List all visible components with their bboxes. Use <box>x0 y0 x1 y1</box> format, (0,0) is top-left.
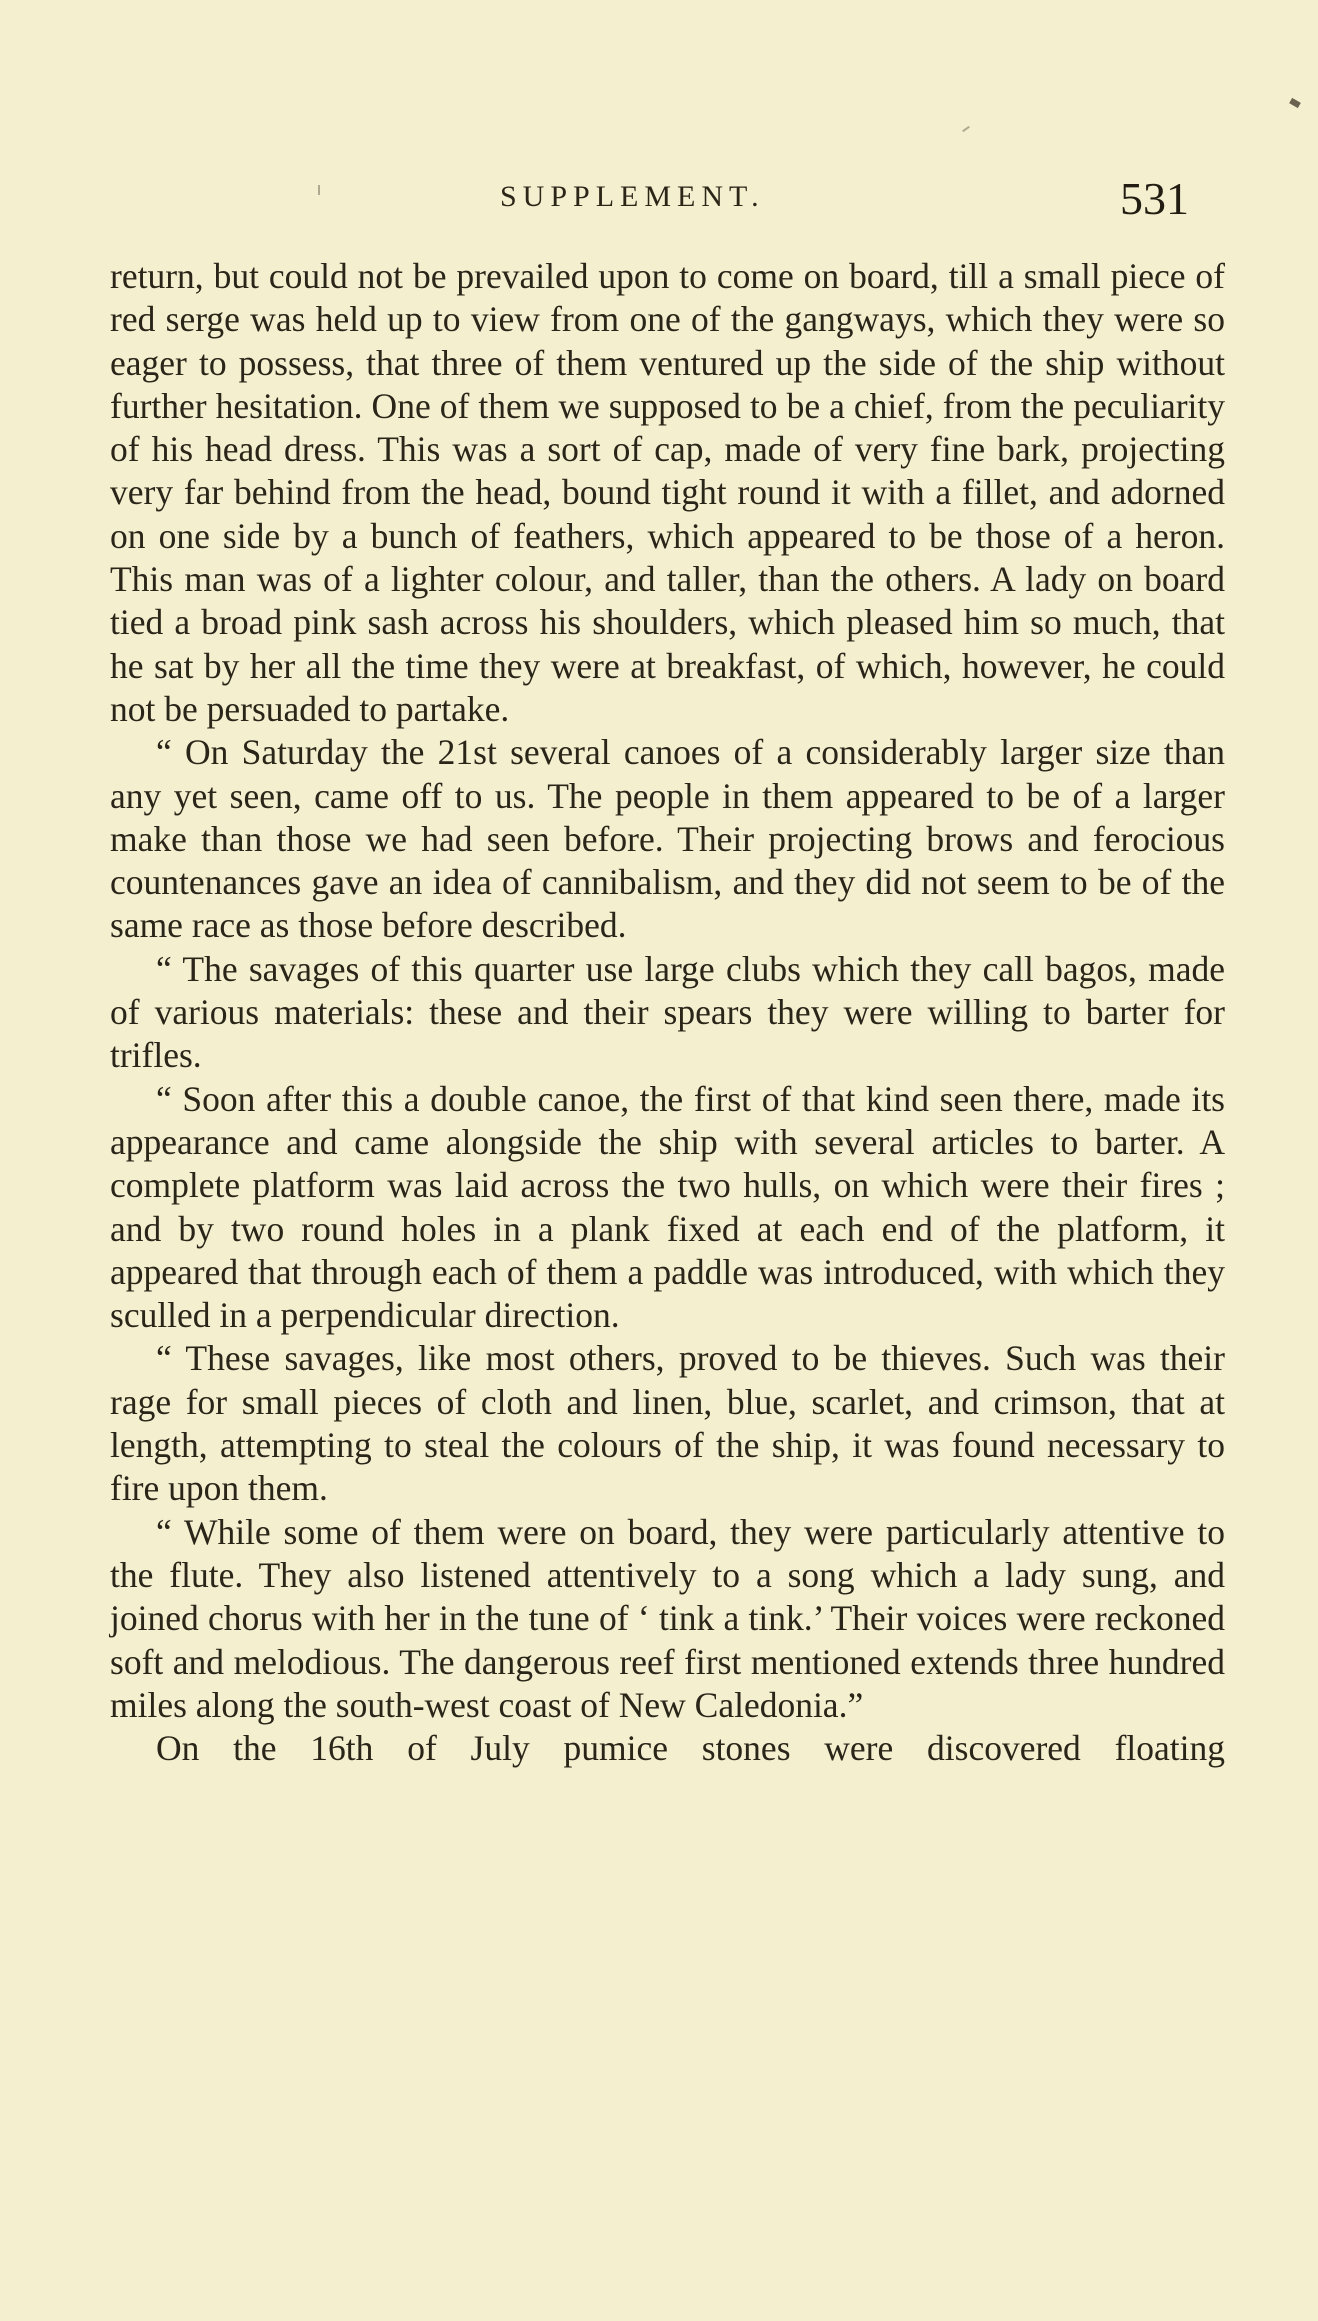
body-text <box>110 255 1225 1770</box>
ink-speck <box>1289 98 1301 108</box>
paragraph: return, but could not be prevailed upon to come on board, till a small piece of red serge was held up to view from one of the gangways, which they were so eager to possess, that three of them ventured up the side of the ship without further hesitation. One of them we supposed to be a chief, from the peculiarity of his head dress. This was a sort of cap, made of very fine bark, projecting very far behind from the head, bound tight round it with a fillet, and adorned on one side by a bunch of feathers, which appeared to be those of a heron. This man was of a lighter colour, and taller, than the others. A lady on board tied a broad pink sash across his shoulders, which pleased him so much, that he sat by her all the time they were at breakfast, of which, however, he could not be persuaded to partake. <box>110 256 1225 729</box>
paragraph: On the 16th of July pumice stones were discovered floating <box>156 1728 1225 1769</box>
paragraph: “ Soon after this a double canoe, the first of that kind seen there, made its appearance and came alongside the ship with several articles to barter. A complete platform was laid across the two hulls, on which were their fires ; and by two round holes in a plank fixed at each end of the platform, it appeared that through each of them a paddle was introduced, with which they sculled in a perpendicular direction. <box>110 1078 1225 1336</box>
paragraph: “ On Saturday the 21st several canoes of a considerably larger size than any yet seen, came off to us. The people in them appeared to be of a larger make than those we had seen before. Their projecting brows and ferocious countenances gave an idea of cannibalism, and they did not seem to be of the same race as those before described. <box>110 732 1225 946</box>
ink-speck <box>962 126 970 132</box>
running-head: SUPPLEMENT. <box>500 180 765 213</box>
ink-speck <box>318 185 320 195</box>
paragraph: “ While some of them were on board, they were particularly attentive to the flute. They also listened attentively to a song which a lady sung, and joined chorus with her in the tune of ‘ tink a tink.’ Their voices were reckoned soft and melodious. The dangerous reef first mentioned extends three hundred miles along the south-west coast of New Caledonia.” <box>110 1511 1225 1725</box>
page-header <box>0 173 1318 240</box>
paragraph: “ The savages of this quarter use large clubs which they call bagos, made of various materials: these and their spears they were willing to barter for trifles. <box>110 948 1225 1076</box>
paragraph: “ These savages, like most others, proved to be thieves. Such was their rage for small pieces of cloth and linen, blue, scarlet, and crimson, that at length, attempting to steal the colours of the ship, it was found necessary to fire upon them. <box>110 1338 1225 1509</box>
page-number: 531 <box>1120 173 1189 224</box>
